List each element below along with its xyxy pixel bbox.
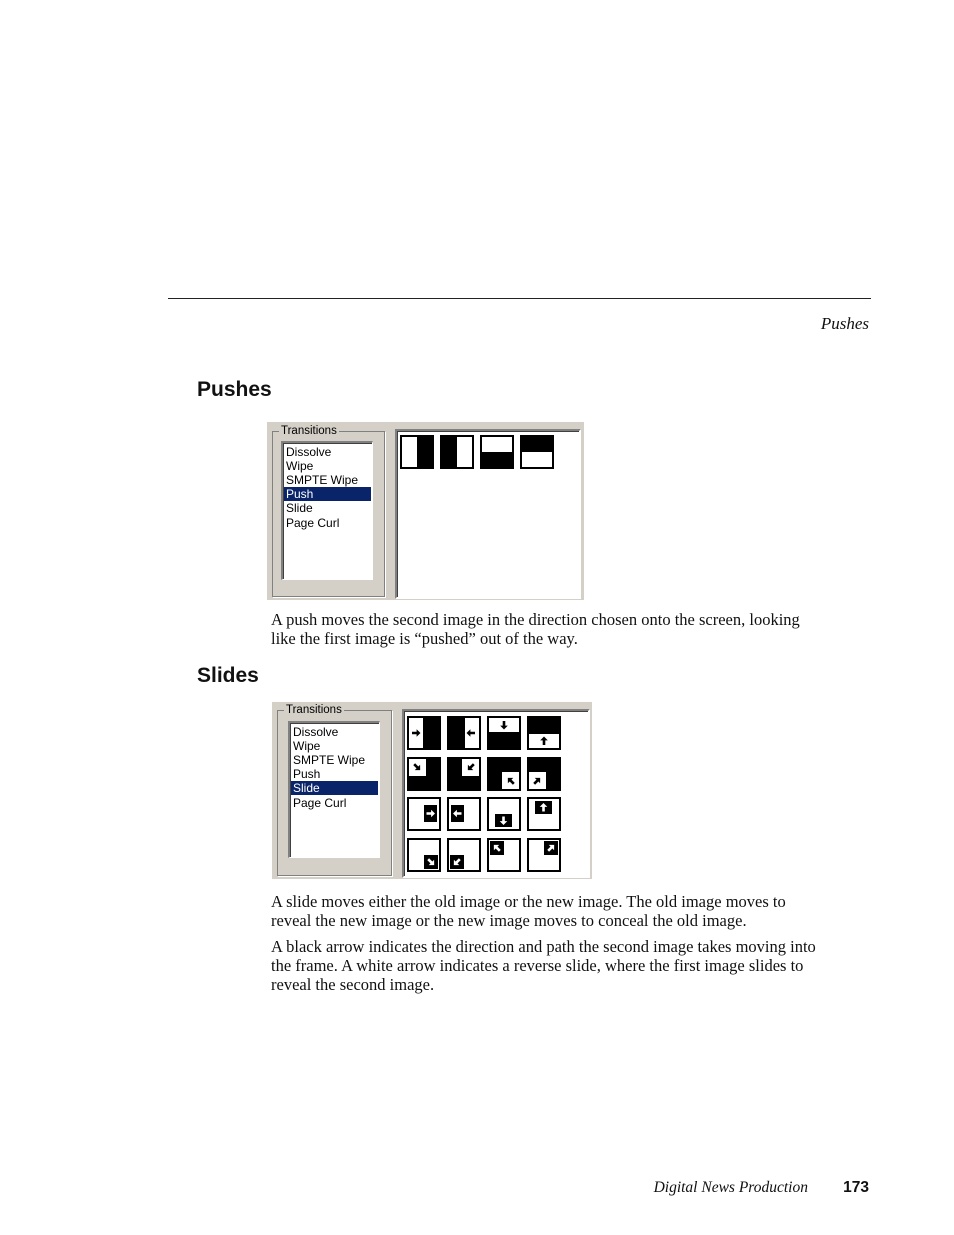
transition-tile[interactable] [407,716,441,750]
transitions-list[interactable] [288,721,380,858]
transitions-list-item[interactable]: Page Curl [293,796,347,810]
pushes-paragraph: A push moves the second image in the direction chosen onto the screen, looking like the first image is “pushed” out of the way. [271,610,800,648]
slide-in-down-left-icon [449,759,479,789]
slide-in-down-icon [489,718,519,748]
slide-in-up-right-icon [529,759,559,789]
transition-tile[interactable] [407,797,441,831]
transition-tile[interactable] [407,838,441,872]
push-up-icon [522,437,552,467]
slides-paragraph-1: A slide moves either the old image or the new image. The old image moves to reveal the new image or the new image moves to conceal the old image. [271,892,786,930]
transitions-list-item[interactable]: Push [284,487,371,501]
transition-tile[interactable] [447,838,481,872]
transitions-list-item[interactable]: SMPTE Wipe [293,753,366,767]
header-rule [168,298,871,299]
transitions-list[interactable] [281,441,373,580]
transition-tile[interactable] [487,716,521,750]
slide-out-left-icon [449,799,479,829]
slide-in-right-icon [409,718,439,748]
transitions-list-item[interactable]: Push [293,767,321,781]
transition-tile[interactable] [447,757,481,791]
push-left-icon [442,437,472,467]
pushes-dialog-screenshot [267,422,584,600]
transition-tile[interactable] [527,838,561,872]
slide-out-down-icon [489,799,519,829]
slide-out-up-right-icon [529,840,559,870]
transition-tile[interactable] [480,435,514,469]
slide-in-down-right-icon [409,759,439,789]
slide-in-left-icon [449,718,479,748]
transitions-list-item[interactable]: Dissolve [286,445,332,459]
slide-out-right-icon [409,799,439,829]
transition-tile[interactable] [487,797,521,831]
transitions-list-item[interactable]: Slide [291,781,378,795]
slide-out-down-left-icon [449,840,479,870]
transitions-group-label: Transitions [286,704,342,716]
transition-tile[interactable] [487,757,521,791]
transitions-list-item[interactable]: Dissolve [293,725,339,739]
pushes-heading: Pushes [197,378,272,401]
push-right-icon [402,437,432,467]
running-head: Pushes [820,314,869,333]
transition-tile[interactable] [527,716,561,750]
transition-tile[interactable] [407,757,441,791]
transition-tile[interactable] [447,797,481,831]
transition-tile[interactable] [487,838,521,872]
footer-title: Digital News Production [653,1179,808,1196]
transitions-list-item[interactable]: Wipe [293,739,321,753]
transitions-group-label: Transitions [281,425,337,437]
slides-paragraph-2: A black arrow indicates the direction and path the second image takes moving into the frame. A white arrow indicates a reverse slide, where the first image slides to reveal the second image. [271,937,816,994]
transitions-list-item[interactable]: Wipe [286,459,314,473]
push-down-icon [482,437,512,467]
transition-preview-grid [395,429,581,599]
transition-tile[interactable] [527,757,561,791]
slide-out-down-right-icon [409,840,439,870]
transitions-list-item[interactable]: Page Curl [286,516,340,530]
transition-tile[interactable] [520,435,554,469]
transition-preview-grid [402,709,590,878]
transition-tile[interactable] [440,435,474,469]
slide-in-up-left-icon [489,759,519,789]
page-number: 173 [843,1179,869,1196]
slide-out-up-left-icon [489,840,519,870]
transitions-list-item[interactable]: SMPTE Wipe [286,473,359,487]
slide-out-up-icon [529,799,559,829]
transition-tile[interactable] [400,435,434,469]
slides-heading: Slides [197,664,259,687]
slides-dialog-screenshot [272,702,592,879]
transition-tile[interactable] [447,716,481,750]
slide-in-up-icon [529,718,559,748]
transition-tile[interactable] [527,797,561,831]
transitions-list-item[interactable]: Slide [286,501,313,515]
